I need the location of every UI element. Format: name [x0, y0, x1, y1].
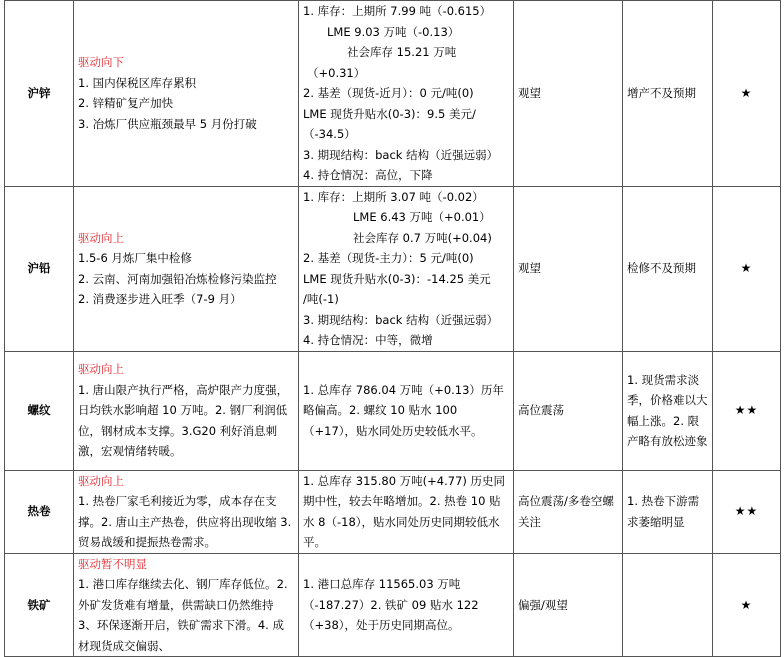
fundamentals-cell	[299, 470, 514, 553]
rating-stars: ★★	[713, 351, 781, 470]
table-row	[5, 1, 781, 187]
driver-direction: 驱动向上	[78, 473, 124, 488]
driver-cell	[74, 1, 299, 187]
fundamentals-line: 2. 基差（现货-主力）：5 元/吨(0)	[303, 251, 474, 265]
driver-text: 1. 唐山限产执行严格，高炉限产力度强，日均铁水影响超 10 万吨。2. 钢厂利润低位，钢材成本支撑。3.G20 利好消息刺激，宏观情绪转暖。	[78, 382, 289, 459]
risk-note-cell: 增产不及预期	[623, 1, 713, 187]
driver-cell	[74, 186, 299, 351]
fundamentals-line: 1. 库存：上期所 3.07 吨（-0.02）	[303, 189, 484, 204]
driver-text: 1. 热卷厂家毛利接近为零，成本存在支撑。2. 唐山主产热卷，供应将出现收缩 3. 贸易战缓和提振热卷需求。	[78, 494, 292, 549]
fundamentals-cell	[299, 186, 514, 351]
fundamentals-text: 1. 总库存 315.80 万吨(+4.77) 历史同期中性，较去年略增加。2. 热卷 10 贴水 8（-18），贴水同处历史同期较低水平。	[303, 473, 506, 549]
fundamentals-line: （-34.5）	[303, 127, 356, 141]
rating-stars: ★	[713, 553, 781, 657]
fundamentals-line: 社会库存 0.7 万吨(+0.04)	[353, 230, 492, 245]
fundamentals-cell	[299, 553, 514, 657]
table-row	[5, 186, 781, 351]
fundamentals-line: LME 9.03 万吨（-0.13）	[327, 24, 460, 39]
fundamentals-line: LME 现货升贴水(0-3)：-14.25 美元	[303, 271, 491, 286]
table-row	[5, 470, 781, 553]
rating-stars: ★	[713, 186, 781, 351]
fundamentals-line: LME 6.43 万吨（+0.01）	[353, 210, 491, 224]
fundamentals-line: 社会库存 15.21 万吨	[347, 45, 457, 59]
commodity-name: 铁矿	[5, 553, 74, 657]
fundamentals-text: 1. 总库存 786.04 万吨（+0.13）历年略偏高。2. 螺纹 10 贴水 100（+17），贴水同处历史较低水平。	[303, 382, 504, 438]
commodity-name: 沪铅	[5, 186, 74, 351]
driver-cell	[74, 470, 299, 553]
fundamentals-line: 3. 期现结构：back 结构（近强远弱）	[303, 312, 499, 327]
risk-note-cell	[623, 553, 713, 657]
driver-direction: 驱动向上	[78, 362, 124, 377]
rating-stars: ★★	[713, 470, 781, 553]
driver-line: 2. 锌精矿复产加快	[78, 96, 174, 111]
driver-line: 3. 冶炼厂供应瓶颈最早 5 月份打破	[78, 116, 257, 131]
fundamentals-line: 4. 持仓情况：高位，下降	[303, 168, 433, 182]
risk-note-cell: 1. 热卷下游需求萎缩明显	[623, 470, 713, 553]
rating-stars: ★	[713, 1, 781, 187]
view-cell: 高位震荡/多卷空螺关注	[514, 470, 623, 553]
driver-line: 1.5-6 月炼厂集中检修	[78, 251, 192, 265]
commodity-name: 沪锌	[5, 1, 74, 187]
fundamentals-line: /吨(-1)	[303, 292, 339, 306]
driver-cell	[74, 553, 299, 657]
fundamentals-cell	[299, 351, 514, 470]
fundamentals-line: 2. 基差（现货-近月）：0 元/吨(0)	[303, 86, 474, 100]
driver-direction: 驱动向上	[78, 230, 124, 245]
risk-note-cell: 检修不及预期	[623, 186, 713, 351]
view-cell: 偏强/观望	[514, 553, 623, 657]
driver-line: 2. 消费逐步进入旺季（7-9 月）	[78, 292, 242, 306]
view-cell: 高位震荡	[514, 351, 623, 470]
fundamentals-line: LME 现货升贴水(0-3)：9.5 美元/	[303, 106, 476, 121]
risk-note-cell: 1. 现货需求淡季，价格难以大幅上涨。2. 限产略有放松迹象	[623, 351, 713, 470]
driver-cell	[74, 351, 299, 470]
fundamentals-cell	[299, 1, 514, 187]
driver-text: 1. 港口库存继续去化、钢厂库存低位。2. 外矿发货难有增量，供需缺口仍然维持 3、环保逐渐开启，铁矿需求下滑。4. 成材现货成交偏弱、	[78, 577, 288, 653]
fundamentals-text: 1. 港口总库存 11565.03 万吨（-187.27）2. 铁矿 09 贴水 122（+38），处于历史同期高位。	[303, 577, 479, 632]
fundamentals-line: 1. 库存：上期所 7.99 吨（-0.615）	[303, 4, 492, 18]
commodity-name: 热卷	[5, 470, 74, 553]
driver-line: 2. 云南、河南加强铅冶炼检修污染监控	[78, 271, 277, 286]
driver-direction: 驱动向下	[78, 55, 124, 70]
fundamentals-line: 3. 期现结构：back 结构（近强远弱）	[303, 147, 499, 162]
commodity-name: 螺纹	[5, 351, 74, 470]
driver-line: 1. 国内保税区库存累积	[78, 75, 197, 90]
view-cell: 观望	[514, 1, 623, 187]
table-row	[5, 553, 781, 657]
fundamentals-line: 4. 持仓情况：中等，微增	[303, 333, 433, 347]
driver-direction: 驱动暂不明显	[78, 556, 147, 571]
fundamentals-line: （+0.31）	[307, 65, 366, 80]
futures-strategy-table	[4, 0, 781, 657]
table-row	[5, 351, 781, 470]
view-cell: 观望	[514, 186, 623, 351]
